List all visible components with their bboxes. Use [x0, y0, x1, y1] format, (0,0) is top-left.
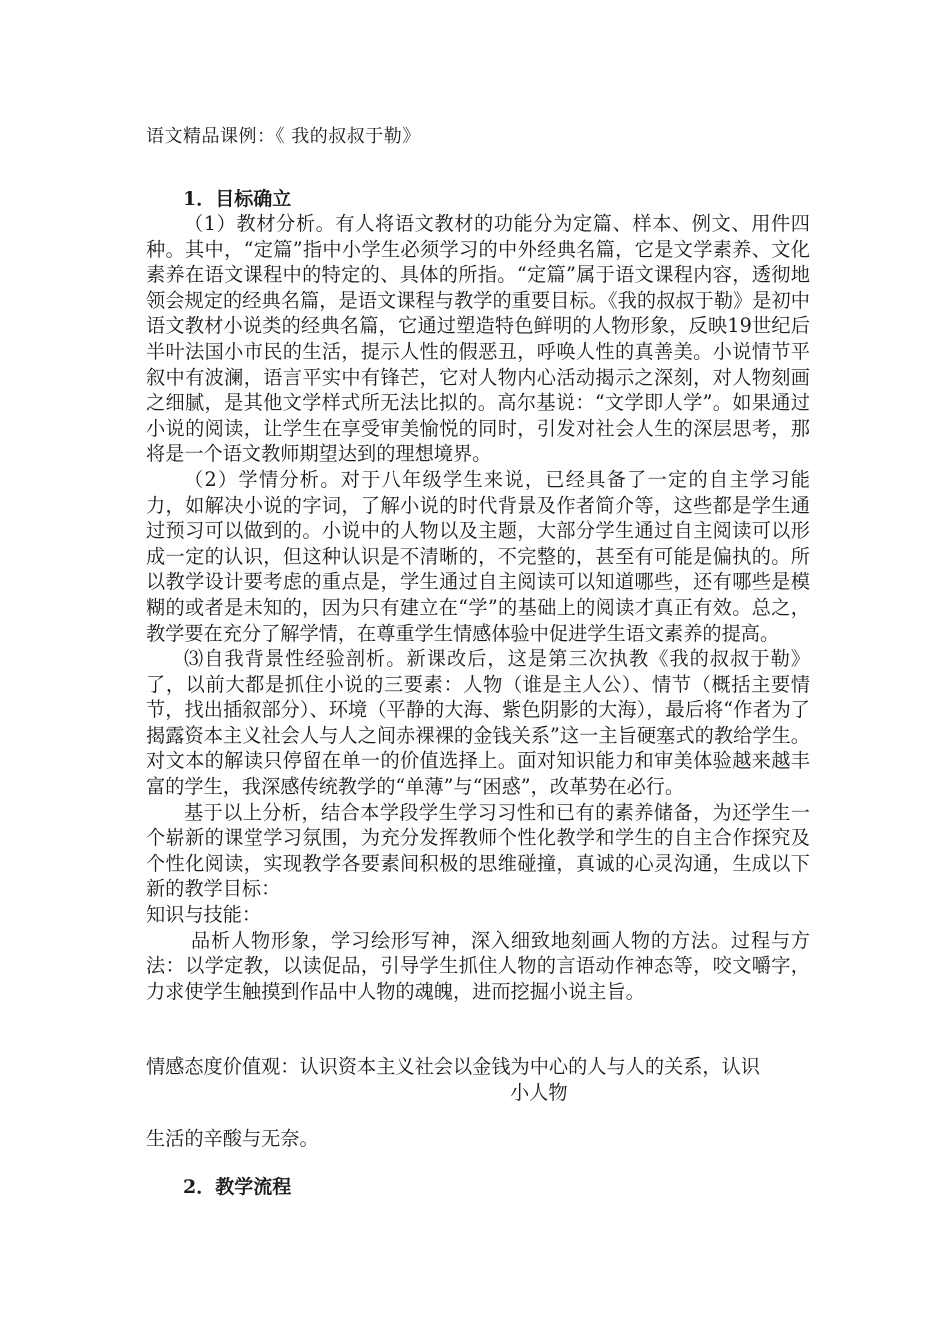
emotion-goal-continued: 小人物: [510, 1081, 568, 1104]
document-title: 语文精品课例：《 我的叔叔于勒》: [146, 126, 421, 147]
paragraph-basis: 基于以上分析，结合本学段学生学习习性和已有的素养储备，为还学生一个崭新的课堂学习氛围，为充分发挥教师个性化教学和学生的自主合作探究及个性化阅读，实现教学各要素间积极的思维碰撞，真诚的心灵沟通，生成以下新的教学目标：: [146, 800, 810, 901]
emotion-goal-end: 生活的辛酸与无奈。: [146, 1127, 319, 1150]
paragraph-textbook-analysis: （1）教材分析。有人将语文教材的功能分为定篇、样本、例文、用件四种。其中，“定篇”指中小学生必须学习的中外经典名篇，它是文学素养、文化素养在语文课程中的特定的、具体的所指。“定篇”属于语文课程内容，透彻地领会规定的经典名篇，是语文课程与教学的重要目标。《我的叔叔于勒》是初中语文教材小说类的经典名篇，它通过塑造特色鲜明的人物形象，反映19世纪后半叶法国小市民的生活，提示人性的假恶丑，呼唤人性的真善美。小说情节平叙中有波澜，语言平实中有锋芒，它对人物内心活动揭示之深刻，对人物刻画之细腻，是其他文学样式所无法比拟的。高尔基说：“文学即人学”。如果通过小说的阅读，让学生在享受审美愉悦的同时，引发对社会人生的深层思考，那将是一个语文教师期望达到的理想境界。: [146, 212, 810, 466]
section-heading-process: 2．教学流程: [183, 1176, 292, 1198]
emotion-goal-line: 情感态度价值观：认识资本主义社会以金钱为中心的人与人的关系，认识: [146, 1055, 760, 1078]
section-heading-goals: 1．目标确立: [183, 188, 292, 210]
main-body: [146, 211, 810, 1004]
paragraph-student-analysis: （2）学情分析。对于八年级学生来说，已经具备了一定的自主学习能力，如解决小说的字词，了解小说的时代背景及作者简介等，这些都是学生通过预习可以做到的。小说中的人物以及主题，大部分学生通过自主阅读可以形成一定的认识，但这种认识是不清晰的，不完整的，甚至有可能是偏执的。所以教学设计要考虑的重点是，学生通过自主阅读可以知道哪些，还有哪些是模糊的或者是未知的，因为只有建立在“学”的基础上的阅读才真正有效。总之，教学要在充分了解学情，在尊重学生情感体验中促进学生语文素养的提高。: [146, 467, 810, 645]
paragraph-knowledge-skills: 品析人物形象，学习绘形写神，深入细致地刻画人物的方法。过程与方法：以学定教，以读促品，引导学生抓住人物的言语动作神态等，咬文嚼字，力求使学生触摸到作品中人物的魂魄，进而挖掘小说主旨。: [146, 928, 810, 1003]
knowledge-label: 知识与技能：: [146, 903, 262, 927]
paragraph-self-analysis: ⑶自我背景性经验剖析。新课改后，这是第三次执教《我的叔叔于勒》了，以前大都是抓住小说的三要素：人物（谁是主人公）、情节（概括主要情节，找出插叙部分）、环境（平静的大海、紫色阴影的大海），最后将“作者为了揭露资本主义社会人与人之间赤裸裸的金钱关系”这一主旨硬塞式的教给学生。对文本的解读只停留在单一的价值选择上。面对知识能力和审美体验越来越丰富的学生，我深感传统教学的“单薄”与“困惑”，改革势在必行。: [146, 647, 810, 799]
